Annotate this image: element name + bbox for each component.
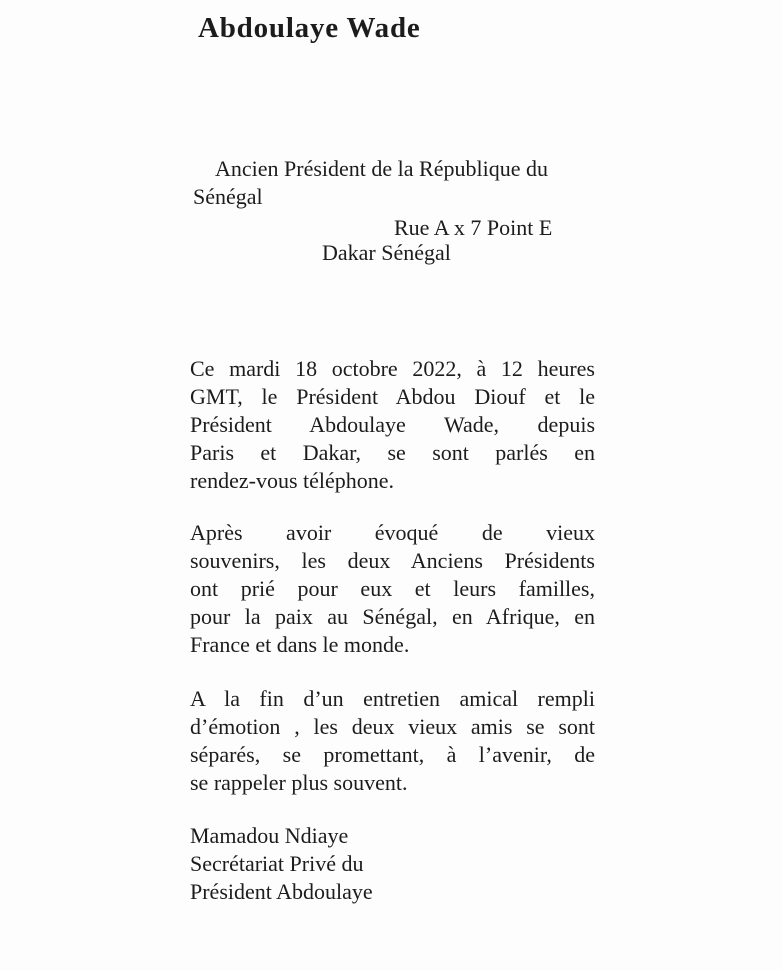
body-line: France et dans le monde. <box>190 632 410 657</box>
body-line: Président Abdoulaye Wade, depuis <box>190 412 595 437</box>
body-line: ont prié pour eux et leurs familles, <box>190 576 595 601</box>
letterhead-line-role: Ancien Président de la République du <box>215 156 548 181</box>
body-line: d’émotion , les deux vieux amis se sont <box>190 714 595 739</box>
body-line: GMT, le Président Abdou Diouf et le <box>190 384 595 409</box>
body-line: Paris et Dakar, se sont parlés en <box>190 440 595 465</box>
body-paragraph-1 <box>190 355 595 495</box>
body-line: séparés, se promettant, à l’avenir, de <box>190 742 595 767</box>
letterhead-line-street: Rue A x 7 Point E <box>394 215 553 240</box>
body-line: rendez-vous téléphone. <box>190 468 395 493</box>
body-line: Ce mardi 18 octobre 2022, à 12 heures <box>190 356 595 381</box>
signature-role: Secrétariat Privé du <box>190 851 364 876</box>
body-line: A la fin d’un entretien amical rempli <box>190 686 595 711</box>
body-line: souvenirs, les deux Anciens Présidents <box>190 548 595 573</box>
body-paragraph-2 <box>190 519 595 659</box>
body-line: Après avoir évoqué de vieux <box>190 520 595 545</box>
body-line: se rappeler plus souvent. <box>190 770 408 795</box>
body-line: pour la paix au Sénégal, en Afrique, en <box>190 604 595 629</box>
signature-name: Mamadou Ndiaye <box>190 823 349 848</box>
letterhead-line-city: Dakar Sénégal <box>322 240 451 265</box>
letter-title: Abdoulaye Wade <box>198 12 421 44</box>
body-paragraph-3 <box>190 685 595 797</box>
signature-office: Président Abdoulaye <box>190 879 373 904</box>
letterhead-line-country: Sénégal <box>193 184 263 209</box>
signature-block <box>190 822 595 906</box>
